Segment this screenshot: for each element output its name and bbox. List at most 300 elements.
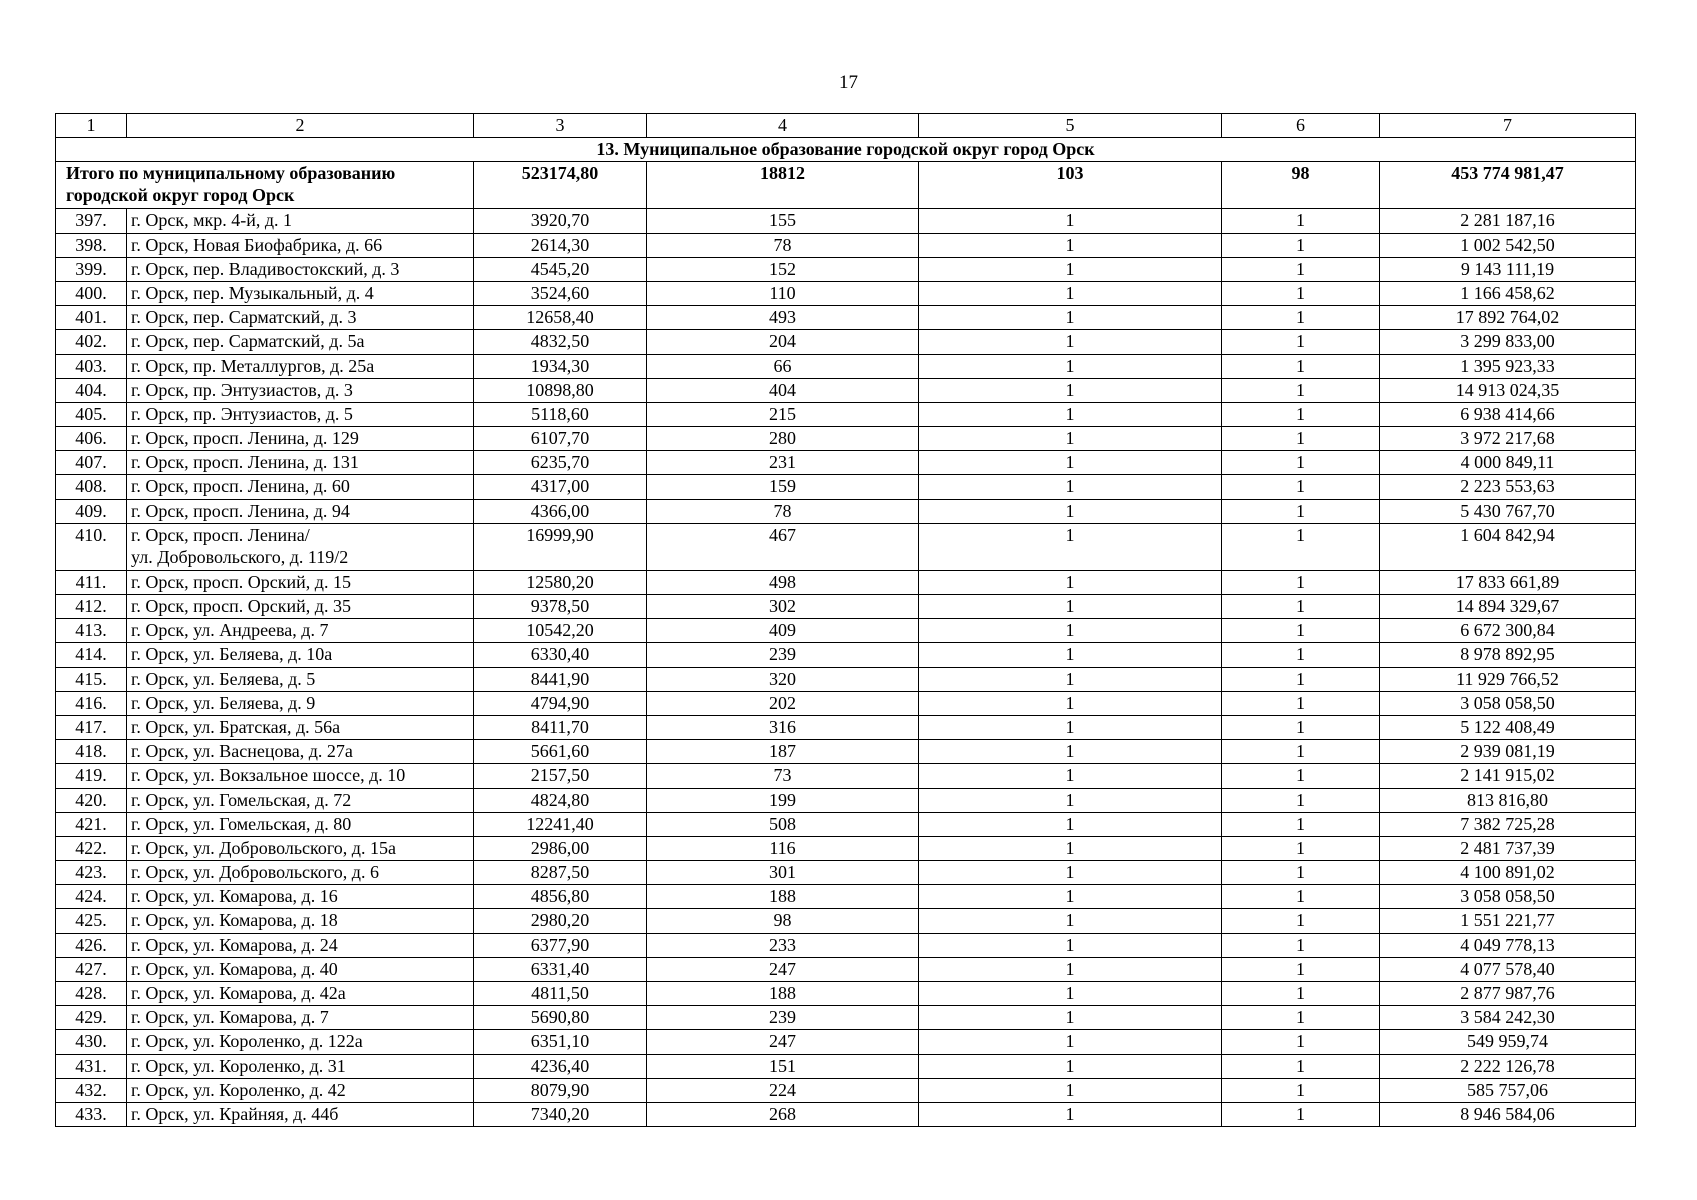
table-row: [56, 595, 1636, 619]
row-col6: 1: [1222, 643, 1380, 667]
row-cost: 11 929 766,52: [1380, 667, 1636, 691]
row-residents: 73: [647, 764, 919, 788]
row-area: 5118,60: [474, 402, 647, 426]
row-col6: 1: [1222, 691, 1380, 715]
row-residents: 247: [647, 957, 919, 981]
table-row: [56, 764, 1636, 788]
row-residents: 301: [647, 861, 919, 885]
row-area: 16999,90: [474, 523, 647, 570]
row-cost: 4 100 891,02: [1380, 861, 1636, 885]
row-cost: 14 894 329,67: [1380, 595, 1636, 619]
row-col6: 1: [1222, 570, 1380, 594]
row-address: г. Орск, ул. Беляева, д. 9: [127, 691, 474, 715]
row-col6: 1: [1222, 667, 1380, 691]
row-number: 419.: [56, 764, 127, 788]
table-row: [56, 885, 1636, 909]
row-area: 2614,30: [474, 233, 647, 257]
row-col6: 1: [1222, 764, 1380, 788]
row-residents: 231: [647, 451, 919, 475]
row-col5: 1: [919, 643, 1222, 667]
row-address: г. Орск, пер. Владивостокский, д. 3: [127, 257, 474, 281]
total-col6: 98: [1222, 162, 1380, 209]
row-area: 8441,90: [474, 667, 647, 691]
row-residents: 204: [647, 330, 919, 354]
row-col5: 1: [919, 378, 1222, 402]
row-cost: 4 000 849,11: [1380, 451, 1636, 475]
row-area: 10898,80: [474, 378, 647, 402]
row-cost: 1 395 923,33: [1380, 354, 1636, 378]
row-col6: 1: [1222, 715, 1380, 739]
row-area: 6107,70: [474, 427, 647, 451]
total-residents: 18812: [647, 162, 919, 209]
row-cost: 14 913 024,35: [1380, 378, 1636, 402]
row-address: г. Орск, просп. Ленина, д. 129: [127, 427, 474, 451]
row-address: г. Орск, ул. Андреева, д. 7: [127, 619, 474, 643]
row-col5: 1: [919, 812, 1222, 836]
row-number: 420.: [56, 788, 127, 812]
row-area: 12241,40: [474, 812, 647, 836]
table-row: [56, 523, 1636, 570]
row-col5: 1: [919, 257, 1222, 281]
row-cost: 3 584 242,30: [1380, 1006, 1636, 1030]
page-number: 17: [839, 72, 858, 93]
table-row: [56, 570, 1636, 594]
row-address: г. Орск, ул. Добровольского, д. 6: [127, 861, 474, 885]
row-cost: 1 166 458,62: [1380, 281, 1636, 305]
row-area: 6377,90: [474, 933, 647, 957]
row-number: 408.: [56, 475, 127, 499]
row-address-line-2: ул. Добровольского, д. 119/2: [131, 546, 349, 567]
row-area: 5661,60: [474, 740, 647, 764]
row-number: 409.: [56, 499, 127, 523]
row-residents: 152: [647, 257, 919, 281]
row-col6: 1: [1222, 909, 1380, 933]
row-cost: 17 833 661,89: [1380, 570, 1636, 594]
section-title-row: [56, 138, 1636, 162]
row-area: 8079,90: [474, 1078, 647, 1102]
row-area: 4317,00: [474, 475, 647, 499]
row-number: 415.: [56, 667, 127, 691]
row-col6: 1: [1222, 595, 1380, 619]
row-number: 433.: [56, 1102, 127, 1126]
row-address: г. Орск, ул. Васнецова, д. 27а: [127, 740, 474, 764]
row-address: г. Орск, пер. Сарматский, д. 3: [127, 306, 474, 330]
row-residents: 202: [647, 691, 919, 715]
row-cost: 7 382 725,28: [1380, 812, 1636, 836]
row-col5: 1: [919, 982, 1222, 1006]
row-residents: 116: [647, 836, 919, 860]
table-row: [56, 691, 1636, 715]
row-residents: 247: [647, 1030, 919, 1054]
row-residents: 233: [647, 933, 919, 957]
row-col6: 1: [1222, 281, 1380, 305]
table-row: [56, 378, 1636, 402]
row-cost: 8 978 892,95: [1380, 643, 1636, 667]
row-number: 410.: [56, 523, 127, 570]
table-row: [56, 1078, 1636, 1102]
row-address: г. Орск, пр. Энтузиастов, д. 3: [127, 378, 474, 402]
column-number-row: [56, 114, 1636, 138]
row-area: 2986,00: [474, 836, 647, 860]
section-title: 13. Муниципальное образование городской округ город Орск: [56, 138, 1636, 162]
row-address: г. Орск, ул. Короленко, д. 42: [127, 1078, 474, 1102]
row-cost: 2 222 126,78: [1380, 1054, 1636, 1078]
row-number: 416.: [56, 691, 127, 715]
row-col5: 1: [919, 667, 1222, 691]
row-residents: 268: [647, 1102, 919, 1126]
row-area: 6235,70: [474, 451, 647, 475]
table-row: [56, 281, 1636, 305]
row-address: г. Орск, ул. Комарова, д. 42а: [127, 982, 474, 1006]
table-row: [56, 499, 1636, 523]
row-col5: 1: [919, 1006, 1222, 1030]
row-col5: 1: [919, 281, 1222, 305]
table-row: [56, 643, 1636, 667]
row-number: 399.: [56, 257, 127, 281]
row-col5: 1: [919, 691, 1222, 715]
row-area: 6331,40: [474, 957, 647, 981]
row-residents: 404: [647, 378, 919, 402]
row-number: 426.: [56, 933, 127, 957]
row-address: г. Орск, ул. Вокзальное шоссе, д. 10: [127, 764, 474, 788]
table-row: [56, 1030, 1636, 1054]
table-row: [56, 233, 1636, 257]
row-col5: 1: [919, 595, 1222, 619]
row-area: 5690,80: [474, 1006, 647, 1030]
row-area: 4366,00: [474, 499, 647, 523]
row-col5: 1: [919, 740, 1222, 764]
row-address: г. Орск, ул. Комарова, д. 24: [127, 933, 474, 957]
row-area: 4794,90: [474, 691, 647, 715]
row-col6: 1: [1222, 740, 1380, 764]
row-number: 398.: [56, 233, 127, 257]
table-row: [56, 257, 1636, 281]
row-col6: 1: [1222, 836, 1380, 860]
column-number: 6: [1222, 114, 1380, 138]
row-col6: 1: [1222, 209, 1380, 233]
table-row: [56, 209, 1636, 233]
row-cost: 8 946 584,06: [1380, 1102, 1636, 1126]
row-number: 414.: [56, 643, 127, 667]
row-residents: 110: [647, 281, 919, 305]
row-col6: 1: [1222, 257, 1380, 281]
row-residents: 316: [647, 715, 919, 739]
row-col6: 1: [1222, 957, 1380, 981]
row-address: г. Орск, просп. Ленина, д. 60: [127, 475, 474, 499]
table-row: [56, 1006, 1636, 1030]
row-residents: 239: [647, 1006, 919, 1030]
table-row: [56, 354, 1636, 378]
row-col5: 1: [919, 570, 1222, 594]
row-number: 406.: [56, 427, 127, 451]
row-number: 430.: [56, 1030, 127, 1054]
row-number: 418.: [56, 740, 127, 764]
row-number: 401.: [56, 306, 127, 330]
row-col6: 1: [1222, 1054, 1380, 1078]
total-col5: 103: [919, 162, 1222, 209]
total-cost: 453 774 981,47: [1380, 162, 1636, 209]
row-area: 12580,20: [474, 570, 647, 594]
table-row: [56, 451, 1636, 475]
row-residents: 188: [647, 885, 919, 909]
row-number: 424.: [56, 885, 127, 909]
row-number: 417.: [56, 715, 127, 739]
row-area: 6351,10: [474, 1030, 647, 1054]
row-col5: 1: [919, 957, 1222, 981]
row-cost: 9 143 111,19: [1380, 257, 1636, 281]
row-col6: 1: [1222, 982, 1380, 1006]
row-address: г. Орск, ул. Гомельская, д. 72: [127, 788, 474, 812]
column-number: 5: [919, 114, 1222, 138]
row-area: 3920,70: [474, 209, 647, 233]
row-col6: 1: [1222, 1030, 1380, 1054]
table-row: [56, 402, 1636, 426]
row-area: 1934,30: [474, 354, 647, 378]
table-row: [56, 715, 1636, 739]
row-col6: 1: [1222, 330, 1380, 354]
row-col6: 1: [1222, 812, 1380, 836]
row-col6: 1: [1222, 475, 1380, 499]
row-col5: 1: [919, 499, 1222, 523]
row-residents: 467: [647, 523, 919, 570]
row-col5: 1: [919, 354, 1222, 378]
row-residents: 187: [647, 740, 919, 764]
row-number: 402.: [56, 330, 127, 354]
row-residents: 78: [647, 499, 919, 523]
column-number: 2: [127, 114, 474, 138]
row-col6: 1: [1222, 378, 1380, 402]
column-number: 7: [1380, 114, 1636, 138]
row-cost: 4 077 578,40: [1380, 957, 1636, 981]
row-cost: 3 058 058,50: [1380, 691, 1636, 715]
column-number: 4: [647, 114, 919, 138]
row-address: г. Орск, ул. Крайняя, д. 44б: [127, 1102, 474, 1126]
row-col6: 1: [1222, 523, 1380, 570]
row-area: 12658,40: [474, 306, 647, 330]
row-area: 4545,20: [474, 257, 647, 281]
row-col6: 1: [1222, 1078, 1380, 1102]
row-residents: 98: [647, 909, 919, 933]
row-number: 427.: [56, 957, 127, 981]
row-col5: 1: [919, 427, 1222, 451]
table-row: [56, 1102, 1636, 1126]
row-cost: 6 672 300,84: [1380, 619, 1636, 643]
row-residents: 280: [647, 427, 919, 451]
table-row: [56, 982, 1636, 1006]
row-address: г. Орск, ул. Комарова, д. 7: [127, 1006, 474, 1030]
row-residents: 224: [647, 1078, 919, 1102]
row-address: г. Орск, ул. Комарова, д. 40: [127, 957, 474, 981]
row-residents: 155: [647, 209, 919, 233]
row-col5: 1: [919, 233, 1222, 257]
row-address: г. Орск, пер. Сарматский, д. 5а: [127, 330, 474, 354]
row-residents: 302: [647, 595, 919, 619]
row-address: г. Орск, мкр. 4-й, д. 1: [127, 209, 474, 233]
housing-register-table: [55, 113, 1636, 1127]
row-cost: 3 058 058,50: [1380, 885, 1636, 909]
row-residents: 498: [647, 570, 919, 594]
row-col6: 1: [1222, 499, 1380, 523]
table-row: [56, 740, 1636, 764]
row-col6: 1: [1222, 402, 1380, 426]
row-area: 4824,80: [474, 788, 647, 812]
row-cost: 2 939 081,19: [1380, 740, 1636, 764]
row-col5: 1: [919, 715, 1222, 739]
row-area: 4832,50: [474, 330, 647, 354]
row-number: 411.: [56, 570, 127, 594]
row-address: [127, 523, 474, 570]
row-number: 429.: [56, 1006, 127, 1030]
row-number: 425.: [56, 909, 127, 933]
column-number: 1: [56, 114, 127, 138]
row-col5: 1: [919, 330, 1222, 354]
table-row: [56, 812, 1636, 836]
row-address: г. Орск, ул. Братская, д. 56а: [127, 715, 474, 739]
row-residents: 199: [647, 788, 919, 812]
row-number: 405.: [56, 402, 127, 426]
row-col6: 1: [1222, 885, 1380, 909]
row-residents: 188: [647, 982, 919, 1006]
row-residents: 320: [647, 667, 919, 691]
row-col6: 1: [1222, 306, 1380, 330]
row-area: 4856,80: [474, 885, 647, 909]
row-cost: 585 757,06: [1380, 1078, 1636, 1102]
row-number: 422.: [56, 836, 127, 860]
row-residents: 409: [647, 619, 919, 643]
row-residents: 493: [647, 306, 919, 330]
row-area: 9378,50: [474, 595, 647, 619]
row-cost: 5 122 408,49: [1380, 715, 1636, 739]
row-cost: 2 481 737,39: [1380, 836, 1636, 860]
row-cost: 6 938 414,66: [1380, 402, 1636, 426]
row-col5: 1: [919, 1102, 1222, 1126]
row-address: г. Орск, пер. Музыкальный, д. 4: [127, 281, 474, 305]
row-col6: 1: [1222, 354, 1380, 378]
row-col5: 1: [919, 788, 1222, 812]
row-cost: 1 604 842,94: [1380, 523, 1636, 570]
row-col6: 1: [1222, 1102, 1380, 1126]
row-address: г. Орск, ул. Короленко, д. 122а: [127, 1030, 474, 1054]
row-col5: 1: [919, 1054, 1222, 1078]
row-cost: 3 299 833,00: [1380, 330, 1636, 354]
row-number: 423.: [56, 861, 127, 885]
row-col6: 1: [1222, 861, 1380, 885]
row-cost: 4 049 778,13: [1380, 933, 1636, 957]
row-number: 428.: [56, 982, 127, 1006]
row-col6: 1: [1222, 427, 1380, 451]
row-number: 407.: [56, 451, 127, 475]
row-col5: 1: [919, 475, 1222, 499]
row-area: 10542,20: [474, 619, 647, 643]
row-address: г. Орск, пр. Энтузиастов, д. 5: [127, 402, 474, 426]
row-area: 8411,70: [474, 715, 647, 739]
row-cost: 2 877 987,76: [1380, 982, 1636, 1006]
row-area: 7340,20: [474, 1102, 647, 1126]
row-col5: 1: [919, 764, 1222, 788]
row-col6: 1: [1222, 233, 1380, 257]
row-address: г. Орск, просп. Ленина, д. 131: [127, 451, 474, 475]
row-address: г. Орск, ул. Беляева, д. 10а: [127, 643, 474, 667]
row-residents: 66: [647, 354, 919, 378]
row-residents: 508: [647, 812, 919, 836]
row-residents: 151: [647, 1054, 919, 1078]
table-row: [56, 836, 1636, 860]
row-address: г. Орск, ул. Комарова, д. 16: [127, 885, 474, 909]
row-col6: 1: [1222, 788, 1380, 812]
row-area: 4811,50: [474, 982, 647, 1006]
row-col6: 1: [1222, 933, 1380, 957]
row-address-line-1: г. Орск, просп. Ленина/: [131, 524, 310, 545]
row-address: г. Орск, просп. Ленина, д. 94: [127, 499, 474, 523]
row-col5: 1: [919, 861, 1222, 885]
row-residents: 78: [647, 233, 919, 257]
row-col5: 1: [919, 885, 1222, 909]
row-address: г. Орск, просп. Орский, д. 35: [127, 595, 474, 619]
row-col5: 1: [919, 619, 1222, 643]
total-label: Итого по муниципальному образованию городской округ город Орск: [56, 162, 474, 209]
row-col5: 1: [919, 523, 1222, 570]
row-cost: 2 223 553,63: [1380, 475, 1636, 499]
row-cost: 3 972 217,68: [1380, 427, 1636, 451]
table-row: [56, 957, 1636, 981]
row-address: г. Орск, ул. Добровольского, д. 15а: [127, 836, 474, 860]
row-address: г. Орск, ул. Гомельская, д. 80: [127, 812, 474, 836]
row-area: 3524,60: [474, 281, 647, 305]
row-number: 413.: [56, 619, 127, 643]
table-row: [56, 619, 1636, 643]
row-address: г. Орск, ул. Комарова, д. 18: [127, 909, 474, 933]
row-number: 421.: [56, 812, 127, 836]
table-row: [56, 1054, 1636, 1078]
row-col5: 1: [919, 451, 1222, 475]
row-number: 397.: [56, 209, 127, 233]
row-number: 404.: [56, 378, 127, 402]
row-cost: 1 551 221,77: [1380, 909, 1636, 933]
table-row: [56, 427, 1636, 451]
table-row: [56, 330, 1636, 354]
row-number: 403.: [56, 354, 127, 378]
row-address: г. Орск, просп. Орский, д. 15: [127, 570, 474, 594]
row-address: г. Орск, ул. Короленко, д. 31: [127, 1054, 474, 1078]
row-area: 8287,50: [474, 861, 647, 885]
table-row: [56, 909, 1636, 933]
table-row: [56, 475, 1636, 499]
row-residents: 239: [647, 643, 919, 667]
row-col6: 1: [1222, 451, 1380, 475]
row-col5: 1: [919, 306, 1222, 330]
row-residents: 159: [647, 475, 919, 499]
table-row: [56, 306, 1636, 330]
row-cost: 813 816,80: [1380, 788, 1636, 812]
row-col5: 1: [919, 209, 1222, 233]
row-cost: 2 281 187,16: [1380, 209, 1636, 233]
total-area: 523174,80: [474, 162, 647, 209]
table-row: [56, 788, 1636, 812]
row-number: 412.: [56, 595, 127, 619]
row-residents: 215: [647, 402, 919, 426]
row-cost: 17 892 764,02: [1380, 306, 1636, 330]
row-area: 4236,40: [474, 1054, 647, 1078]
row-number: 432.: [56, 1078, 127, 1102]
row-cost: 2 141 915,02: [1380, 764, 1636, 788]
table-row: [56, 861, 1636, 885]
row-col5: 1: [919, 836, 1222, 860]
row-col5: 1: [919, 933, 1222, 957]
row-col5: 1: [919, 909, 1222, 933]
row-area: 2980,20: [474, 909, 647, 933]
row-col5: 1: [919, 402, 1222, 426]
row-col6: 1: [1222, 619, 1380, 643]
